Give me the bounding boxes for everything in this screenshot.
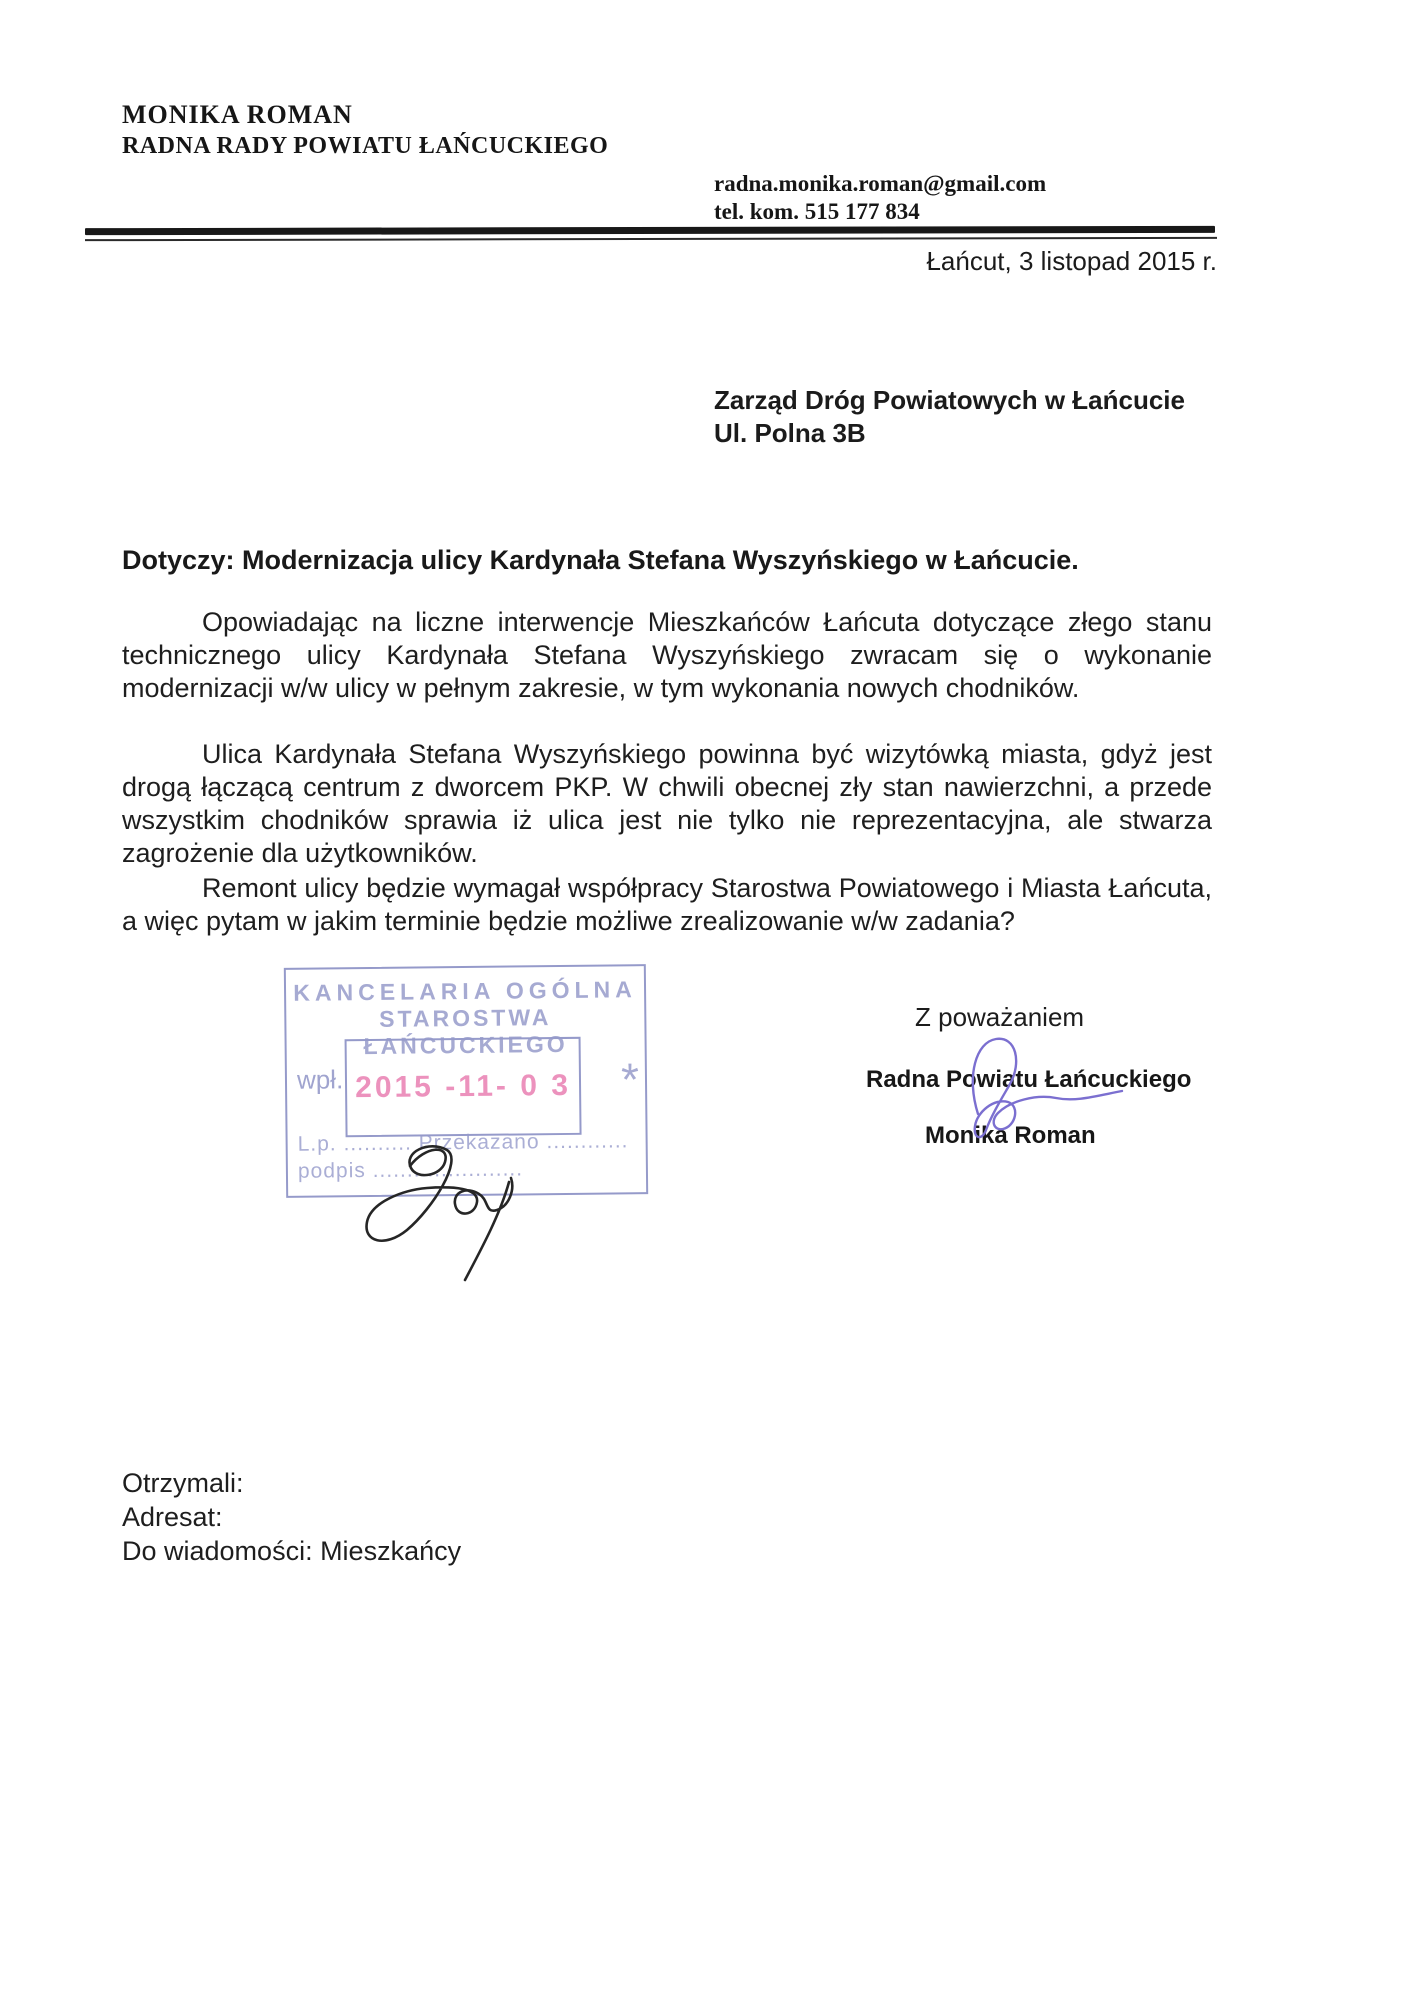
body-paragraph-1: Opowiadając na liczne interwencje Mieszkańców Łańcuta dotyczące złego stanu technicznego ulicy Kardynała Stefana Wyszyńskiego zwracam się o wykonanie modernizacji w/w ulicy w pełnym zakresie, w tym wykonania nowych chodników.	[122, 607, 1212, 703]
councillor-signature-ink	[948, 1034, 1128, 1144]
valediction: Z poważaniem	[915, 1002, 1085, 1032]
stamp-lp-line: L.p. .......... Przekazano ............	[297, 1129, 629, 1156]
sender-email: radna.monika.roman@gmail.com	[714, 171, 1047, 196]
clerk-signature-ink	[355, 1138, 555, 1288]
subject-line: Dotyczy: Modernizacja ulicy Kardynała Stefana Wyszyńskiego w Łańcucie.	[122, 545, 1079, 575]
stamp-podpis-line: podpis ......................	[297, 1157, 524, 1183]
sender-title: RADNA RADY POWIATU ŁAŃCUCKIEGO	[122, 133, 609, 159]
sender-name: MONIKA ROMAN	[122, 100, 353, 129]
signer-name: Monika Roman	[925, 1122, 1096, 1149]
stamp-received-label: wpł.	[296, 1064, 344, 1095]
stamp-date-box	[345, 1037, 582, 1137]
stamp-office-line1: KANCELARIA OGÓLNA	[293, 976, 637, 1006]
distribution-addressee: Adresat:	[122, 1502, 223, 1532]
recipient-address: Ul. Polna 3B	[714, 418, 866, 448]
letter-body	[122, 606, 1212, 938]
sender-contact-block	[714, 170, 1046, 226]
body-paragraph-3: Remont ulicy będzie wymagał współpracy Starostwa Powiatowego i Miasta Łańcuta, a więc pytam w jakim terminie będzie możliwe zrealizowanie w/w zadania?	[122, 873, 1212, 936]
sender-phone: tel. kom. 515 177 834	[714, 199, 920, 224]
recipient-block	[714, 384, 1185, 450]
place-and-date: Łańcut, 3 listopad 2015 r.	[926, 246, 1217, 276]
header-rule-thin	[85, 237, 1217, 241]
signer-title: Radna Powiatu Łańcuckiego	[866, 1066, 1192, 1093]
distribution-list	[122, 1466, 461, 1568]
header-rule-thick	[85, 226, 1215, 235]
body-paragraph-2: Ulica Kardynała Stefana Wyszyńskiego powinna być wizytówką miasta, gdyż jest drogą łączącą centrum z dworcem PKP. W chwili obecnej zły stan nawierzchni, a przede wszystkim chodników sprawia iż ulica jest nie tylko nie reprezentacyjna, ale stwarza zagrożenie dla użytkowników.	[122, 739, 1212, 868]
sender-block	[122, 100, 608, 162]
stamp-office-line2: STAROSTWA ŁAŃCUCKIEGO	[363, 1004, 568, 1060]
recipient-name: Zarząd Dróg Powiatowych w Łańcucie	[714, 385, 1185, 415]
distribution-heading: Otrzymali:	[122, 1468, 244, 1498]
stamp-asterisk-icon: *	[620, 1053, 640, 1106]
distribution-cc: Do wiadomości: Mieszkańcy	[122, 1536, 462, 1566]
stamp-date-value: 2015 -11- 0 3	[354, 1068, 572, 1105]
